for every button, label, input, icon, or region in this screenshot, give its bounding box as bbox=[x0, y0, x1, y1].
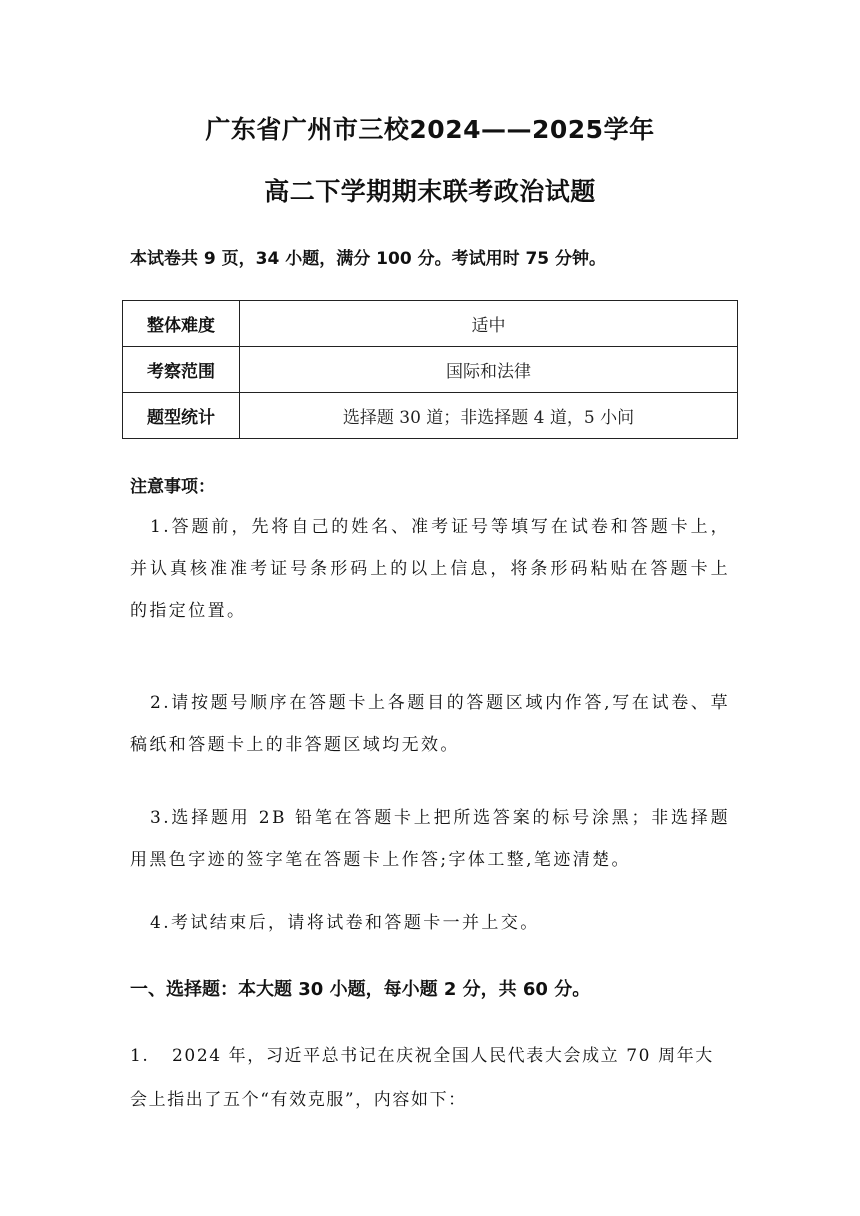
exam-summary: 本试卷共 9 页，34 小题，满分 100 分。考试用时 75 分钟。 bbox=[130, 249, 607, 269]
exam-title-line-1: 广东省广州市三校2024——2025学年 bbox=[205, 115, 655, 144]
question-1 bbox=[130, 1034, 730, 1122]
question-text: 2024 年，习近平总书记在庆祝全国人民代表大会成立 70 周年大会上指出了五个“有效克服”，内容如下： bbox=[130, 1046, 714, 1110]
exam-title-line-2: 高二下学期期末联考政治试题 bbox=[264, 177, 596, 206]
table-row bbox=[123, 393, 738, 439]
row-label-difficulty: 整体难度 bbox=[123, 301, 240, 347]
row-label-question-types: 题型统计 bbox=[123, 393, 240, 439]
notice-item-4: 4.考试结束后，请将试卷和答题卡一并上交。 bbox=[150, 913, 540, 933]
row-label-scope: 考察范围 bbox=[123, 347, 240, 393]
table-row bbox=[123, 301, 738, 347]
notice-item-2: 2.请按题号顺序在答题卡上各题目的答题区域内作答,写在试卷、草稿纸和答题卡上的非答题区域均无效。 bbox=[130, 693, 730, 755]
section-heading-multiple-choice: 一、选择题：本大题 30 小题，每小题 2 分，共 60 分。 bbox=[130, 979, 591, 1000]
exam-info-table bbox=[122, 300, 738, 439]
row-value-difficulty: 适中 bbox=[240, 301, 738, 347]
notice-item-1: 1.答题前，先将自己的姓名、准考证号等填写在试卷和答题卡上，并认真核准准考证号条形码上的以上信息，将条形码粘贴在答题卡上的指定位置。 bbox=[130, 517, 730, 621]
notice-item-3: 3.选择题用 2B 铅笔在答题卡上把所选答案的标号涂黑；非选择题用黑色字迹的签字笔在答题卡上作答;字体工整,笔迹清楚。 bbox=[130, 808, 730, 870]
question-number: 1. bbox=[130, 1046, 150, 1066]
row-value-question-types: 选择题 30 道；非选择题 4 道，5 小问 bbox=[240, 393, 738, 439]
table-row bbox=[123, 347, 738, 393]
notice-heading: 注意事项： bbox=[130, 477, 215, 497]
row-value-scope: 国际和法律 bbox=[240, 347, 738, 393]
